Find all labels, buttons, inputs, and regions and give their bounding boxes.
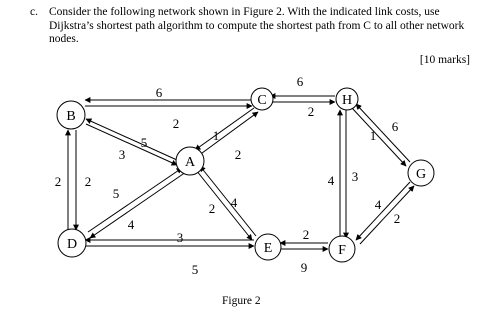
svg-text:C: C	[257, 93, 267, 108]
link-c-h	[270, 96, 335, 102]
link-b-d	[68, 130, 76, 230]
cost-c-h-2: 2	[307, 104, 315, 119]
figure-caption: Figure 2	[222, 295, 261, 307]
svg-text:F: F	[338, 243, 346, 258]
cost-b-a-1: 3	[118, 147, 126, 162]
link-h-f	[340, 110, 346, 238]
node-e	[255, 234, 281, 260]
cost-b-d-2: 2	[84, 174, 92, 189]
cost-a-e-2: 4	[230, 195, 238, 210]
cost-a-e-1: 2	[208, 201, 216, 216]
link-a-d	[88, 168, 186, 238]
node-g	[408, 160, 434, 186]
link-f-g	[356, 182, 414, 244]
cost-a-c-1: 1	[212, 128, 220, 143]
link-b-a	[86, 119, 177, 165]
cost-c-h-1: 6	[296, 74, 304, 89]
link-a-e	[196, 166, 256, 240]
node-c	[251, 88, 273, 110]
cost-a-d-1: 5	[112, 186, 120, 201]
cost-b-d-1: 2	[54, 174, 62, 189]
link-a-c	[195, 108, 258, 156]
cost-h-f-1: 4	[327, 173, 335, 188]
cost-f-g-2: 2	[393, 211, 401, 226]
cost-e-f-2: 9	[300, 260, 308, 275]
svg-text:B: B	[66, 109, 76, 124]
link-h-g	[352, 104, 410, 166]
cost-d-e-1: 3	[176, 230, 184, 245]
question-label: c.	[30, 6, 38, 18]
node-f	[329, 236, 355, 262]
svg-text:E: E	[263, 241, 273, 256]
question-text: Consider the following network shown in Figure 2. With the indicated link costs, use Dijkstra’s shortest path algorithm to compute the shortest path from C to all other network nodes.	[49, 6, 465, 45]
cost-b-a-2: 5	[140, 135, 148, 150]
cost-b-c: 6	[155, 85, 163, 100]
node-h	[336, 88, 358, 110]
link-e-f	[280, 243, 328, 249]
svg-text:D: D	[66, 237, 78, 252]
cost-h-f-2: 3	[351, 169, 359, 184]
node-a	[176, 147, 204, 175]
link-d-e	[85, 240, 254, 246]
cost-h-g-1: 1	[369, 128, 377, 143]
link-b-c	[85, 100, 252, 106]
cost-f-g-1: 4	[374, 197, 382, 212]
cost-e-f-1: 2	[302, 227, 310, 242]
svg-text:G: G	[415, 167, 427, 182]
cost-h-g-2: 6	[391, 119, 399, 134]
svg-text:A: A	[184, 155, 196, 170]
cost-a-d-2: 4	[127, 217, 135, 232]
node-b	[57, 101, 85, 129]
node-d	[58, 229, 86, 257]
cost-d-e-2: 5	[191, 262, 199, 277]
svg-text:H: H	[341, 93, 353, 108]
marks-label: [10 marks]	[419, 54, 470, 66]
cost-label-free: 2	[172, 116, 180, 131]
cost-a-c-2: 2	[234, 147, 242, 162]
